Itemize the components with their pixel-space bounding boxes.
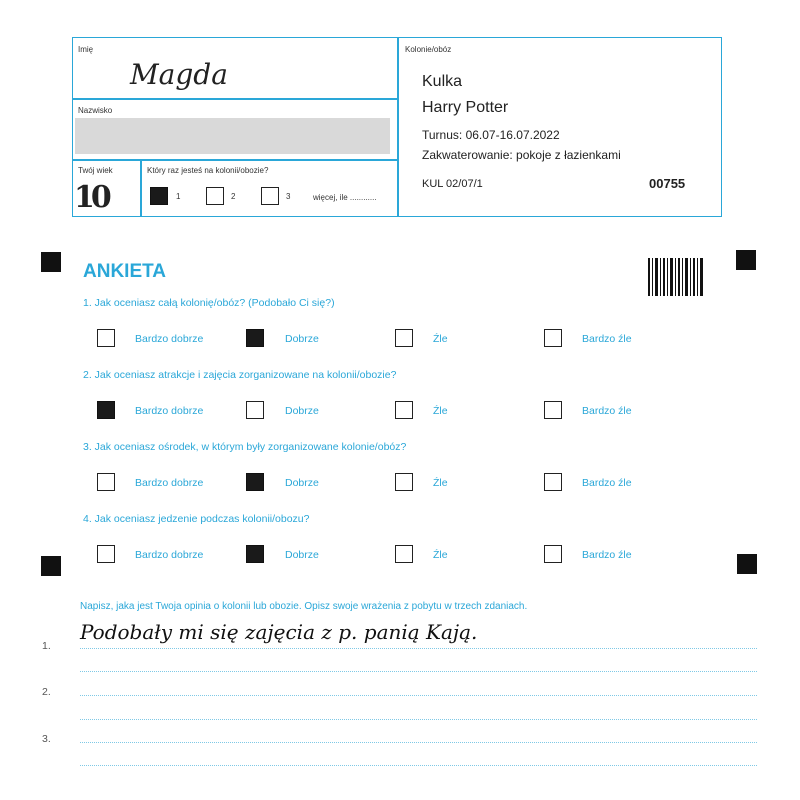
q3-checkbox-bardzo-dobrze[interactable] — [97, 473, 115, 491]
q3-label-bardzo-zle: Bardzo źle — [582, 477, 632, 489]
opinion-prompt: Napisz, jaka jest Twoja opinia o kolonii lub obozie. Opisz swoje wrażenia z pobytu w trzech zdaniach. — [80, 601, 528, 612]
times-option-2: 2 — [231, 192, 236, 201]
q3-label-bardzo-dobrze: Bardzo dobrze — [135, 477, 204, 489]
times-option-3: 3 — [286, 192, 291, 201]
question-3: 3. Jak oceniasz ośrodek, w którym były zorganizowane kolonie/obóz? — [83, 441, 407, 453]
q4-label-dobrze: Dobrze — [285, 549, 319, 561]
q1-checkbox-bardzo-dobrze[interactable] — [97, 329, 115, 347]
q3-checkbox-zle[interactable] — [395, 473, 413, 491]
times-checkbox-2[interactable] — [206, 187, 224, 205]
times-checkbox-3[interactable] — [261, 187, 279, 205]
registration-marker-bl — [41, 556, 61, 576]
name-handwriting: Magda — [130, 58, 228, 91]
q2-label-zle: Źle — [433, 405, 448, 417]
q4-checkbox-dobrze[interactable] — [246, 545, 264, 563]
q1-checkbox-zle[interactable] — [395, 329, 413, 347]
q1-label-bardzo-dobrze: Bardzo dobrze — [135, 333, 204, 345]
survey-title: ANKIETA — [83, 261, 167, 282]
barcode-icon — [648, 258, 704, 296]
question-4: 4. Jak oceniasz jedzenie podczas kolonii/obozu? — [83, 513, 310, 525]
surname-label: Nazwisko — [78, 106, 113, 115]
answer-line-1[interactable] — [80, 648, 757, 649]
registration-marker-br — [737, 554, 757, 574]
camp-code: KUL 02/07/1 — [422, 178, 483, 190]
answer-line-1-handwriting: Podobały mi się zajęcia z p. panią Kają. — [80, 620, 478, 644]
q4-label-bardzo-dobrze: Bardzo dobrze — [135, 549, 204, 561]
times-option-1: 1 — [176, 192, 181, 201]
age-label: Twój wiek — [78, 166, 113, 175]
camp-label: Kolonie/obóz — [405, 45, 452, 54]
q4-checkbox-bardzo-dobrze[interactable] — [97, 545, 115, 563]
line-number-2: 2. — [42, 686, 51, 698]
q2-label-dobrze: Dobrze — [285, 405, 319, 417]
answer-line-3b[interactable] — [80, 765, 757, 766]
q4-checkbox-zle[interactable] — [395, 545, 413, 563]
form-number: 00755 — [649, 176, 686, 191]
question-2: 2. Jak oceniasz atrakcje i zajęcia zorganizowane na kolonii/obozie? — [83, 369, 397, 381]
q1-label-zle: Źle — [433, 333, 448, 345]
camp-name: Kulka — [422, 73, 463, 90]
header-divider — [397, 37, 399, 217]
q3-label-zle: Źle — [433, 477, 448, 489]
registration-marker-tr — [736, 250, 756, 270]
question-1: 1. Jak oceniasz całą kolonię/obóz? (Podobało Ci się?) — [83, 297, 335, 309]
q1-label-bardzo-zle: Bardzo źle — [582, 333, 632, 345]
q3-checkbox-dobrze[interactable] — [246, 473, 264, 491]
q3-label-dobrze: Dobrze — [285, 477, 319, 489]
q2-checkbox-bardzo-zle[interactable] — [544, 401, 562, 419]
q4-checkbox-bardzo-zle[interactable] — [544, 545, 562, 563]
q1-checkbox-bardzo-zle[interactable] — [544, 329, 562, 347]
q4-label-zle: Źle — [433, 549, 448, 561]
accommodation: Zakwaterowanie: pokoje z łazienkami — [422, 148, 621, 162]
q2-label-bardzo-dobrze: Bardzo dobrze — [135, 405, 204, 417]
q3-checkbox-bardzo-zle[interactable] — [544, 473, 562, 491]
times-option-more: więcej, ile ............ — [313, 193, 377, 202]
q2-checkbox-dobrze[interactable] — [246, 401, 264, 419]
answer-line-1b[interactable] — [80, 671, 757, 672]
q4-label-bardzo-zle: Bardzo źle — [582, 549, 632, 561]
q1-label-dobrze: Dobrze — [285, 333, 319, 345]
name-divider — [72, 98, 398, 100]
q2-checkbox-zle[interactable] — [395, 401, 413, 419]
answer-line-2b[interactable] — [80, 719, 757, 720]
times-label: Który raz jesteś na kolonii/obozie? — [147, 166, 269, 175]
age-handwriting: 10 — [74, 180, 108, 215]
turnus: Turnus: 06.07-16.07.2022 — [422, 128, 560, 142]
line-number-3: 3. — [42, 733, 51, 745]
answer-line-3[interactable] — [80, 742, 757, 743]
surname-redaction — [75, 118, 390, 154]
line-number-1: 1. — [42, 640, 51, 652]
camp-theme: Harry Potter — [422, 99, 509, 116]
age-divider — [140, 159, 142, 217]
q1-checkbox-dobrze[interactable] — [246, 329, 264, 347]
q2-label-bardzo-zle: Bardzo źle — [582, 405, 632, 417]
times-checkbox-1[interactable] — [150, 187, 168, 205]
registration-marker-tl — [41, 252, 61, 272]
surname-divider — [72, 159, 398, 161]
name-label: Imię — [78, 45, 94, 54]
answer-line-2[interactable] — [80, 695, 757, 696]
q2-checkbox-bardzo-dobrze[interactable] — [97, 401, 115, 419]
